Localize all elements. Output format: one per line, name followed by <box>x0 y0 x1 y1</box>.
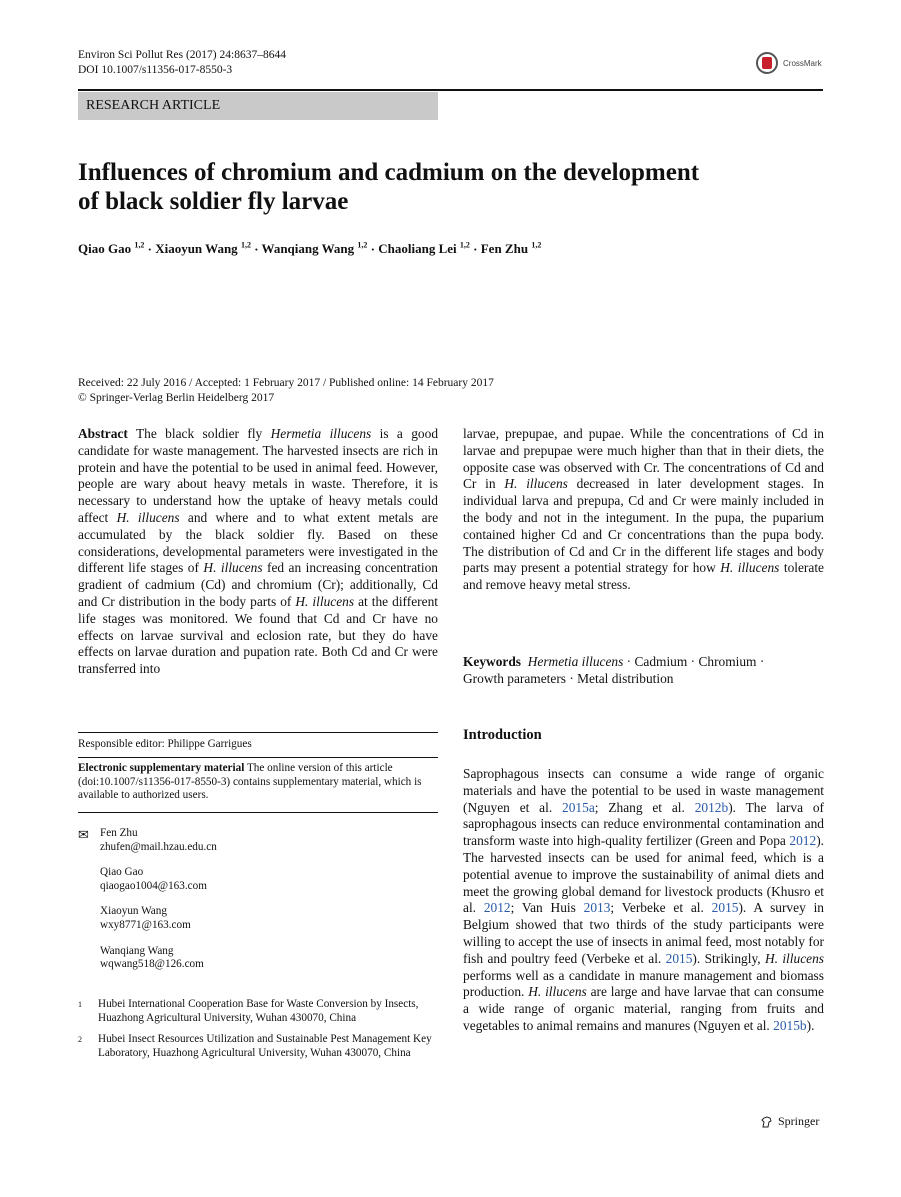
abstract-label: Abstract <box>78 426 128 441</box>
journal-citation: Environ Sci Pollut Res (2017) 24:8637–8644 <box>78 49 286 61</box>
crossmark-icon <box>756 52 778 74</box>
publisher-name: Springer <box>778 1114 820 1128</box>
publisher-logo <box>760 1114 819 1129</box>
contact-entry: Fen Zhu zhufen@mail.hzau.edu.cn <box>100 827 438 854</box>
affiliation-item: 1 Hubei International Cooperation Base for Waste Conversion by Insects, Huazhong Agricultural University, Wuhan 430070, China <box>78 998 419 1024</box>
envelope-icon: ✉ <box>78 827 89 842</box>
email-link[interactable]: wqwang518@126.com <box>100 958 204 971</box>
contact-entry: Xiaoyun Wang wxy8771@163.com <box>100 905 438 932</box>
contact-entry: Qiao Gao qiaogao1004@163.com <box>100 866 438 893</box>
contact-entry: Wanqiang Wang wqwang518@126.com <box>100 945 438 972</box>
author[interactable]: Wanqiang Wang $^{1,2}$ <box>261 241 368 257</box>
responsible-editor: Responsible editor: Philippe Garrigues <box>78 738 252 750</box>
abstract-text: Abstract The black soldier fly Hermetia illucens is a good candidate for waste management. The harvested insects are rich in protein and have the potential to be used in animal feed. However, people are wary about heavy metals in waste. Therefore, it is necessary to understand how the uptake of heavy metals could affect H. illucens and where and to what extent metals are accumulated by the black soldier fly. Based on these considerations, developmental parameters were investigated in the different life stages of H. illucens fed an increasing concentration gradient of cadmium (Cd) and chromium (Cr); additionally, Cd and Cr distribution in the body parts of H. illucens at the different life stages was monitored. We found that Cd and Cr have no effects on larvae survival and eclosion rate, but they do have effects on larvae duration and pupation rate. Both Cd and Cr were transferred into <box>78 426 439 677</box>
title-line-1: Influences of chromium and cadmium on the development <box>78 159 700 186</box>
crossmark-label: CrossMark <box>783 58 822 68</box>
crossmark-badge[interactable] <box>756 52 822 74</box>
header-divider <box>78 89 823 91</box>
history-line: Received: 22 July 2016 / Accepted: 1 February 2017 / Published online: 14 February 2017 <box>78 377 494 389</box>
keywords: Keywords Hermetia illucens · Cadmium · Chromium · Growth parameters · Metal distribution <box>463 654 765 686</box>
citation-link[interactable]: 2013 <box>583 900 611 916</box>
footnote-divider <box>78 732 438 733</box>
citation-link[interactable]: 2015a <box>562 799 595 815</box>
author-list: Qiao Gao $^{1,2}$ · Xiaoyun Wang $^{1,2}$ · Wanqiang Wang $^{1,2}$ · Chaoliang Lei $^{1,2}$ · Fen Zhu $^{1,2}$ <box>78 241 542 257</box>
author[interactable]: Xiaoyun Wang $^{1,2}$ <box>155 241 251 257</box>
footnote-divider <box>78 812 438 813</box>
author[interactable]: Fen Zhu $^{1,2}$ <box>480 241 542 257</box>
affiliations <box>78 998 438 1068</box>
keywords-label: Keywords <box>463 654 522 669</box>
article-title <box>78 158 778 216</box>
email-link[interactable]: wxy8771@163.com <box>100 918 191 931</box>
citation-link[interactable]: 2012 <box>483 900 511 916</box>
citation-link[interactable]: 2012b <box>694 799 729 815</box>
springer-horse-icon <box>760 1115 774 1129</box>
article-type-banner: RESEARCH ARTICLE <box>78 92 438 120</box>
author[interactable]: Chaoliang Lei $^{1,2}$ <box>378 241 470 257</box>
author[interactable]: Qiao Gao $^{1,2}$ <box>78 241 145 257</box>
doi[interactable]: DOI 10.1007/s11356-017-8550-3 <box>78 64 233 76</box>
citation-link[interactable]: 2012 <box>789 833 817 849</box>
email-link[interactable]: zhufen@mail.hzau.edu.cn <box>100 840 217 853</box>
abstract-right-column <box>463 426 824 594</box>
abstract-continued: larvae, prepupae, and pupae. While the concentrations of Cd in larvae and prepupae were much higher than that in their diets, the opposite case was observed with Cr. The concentrations of Cd and Cr in H. illucens decreased in later development stages. In individual larva and prepupa, Cd and Cr were mainly included in the body and not in the integument. In the pupa, the puparium contained higher Cd and Cr concentrations than the pupa body. The distribution of Cd and Cr in the different life stages and body parts may present a potential strategy for how H. illucens tolerate and remove heavy metal stress. <box>463 426 824 593</box>
introduction-heading: Introduction <box>463 727 542 743</box>
corresponding-contacts <box>78 827 438 984</box>
citation-link[interactable]: 2015 <box>711 900 739 916</box>
copyright-line: © Springer-Verlag Berlin Heidelberg 2017 <box>78 392 275 404</box>
introduction-text: Saprophagous insects can consume a wide range of organic materials and have the potential to be used in waste management (Nguyen et al. 2015a; Zhang et al. 2012b). The larva of saprophagous insects can reduce environmental contamination and transform waste into high-quality fertilizer (Green and Popa 2012). The harvested insects can be used for animal feed, which is a potential avenue to improve the sustainability of animal diets and meet the growing global demand for livestock products (Khusro et al. 2012; Van Huis 2013; Verbeke et al. 2015). A survey in Belgium showed that two thirds of the study participants were willing to accept the use of insects in animal feed, most notably for fish and poultry feed (Verbeke et al. 2015). Strikingly, H. illucens performs well as a candidate in manure management and biomass production. H. illucens are large and have larvae that can consume a wide range of organic material, ranging from fruits and vegetables to animal remains and manures (Nguyen et al. 2015b). <box>463 766 825 1033</box>
supplementary-note: Electronic supplementary material The online version of this article (doi:10.1007/s11356-017-8550-3) contains supplementary material, which is available to authorized users. <box>78 762 422 802</box>
affiliation-item: 2 Hubei Insect Resources Utilization and Sustainable Pest Management Key Laboratory, Huazhong Agricultural University, Wuhan 430070, China <box>78 1033 432 1059</box>
abstract-left-column <box>78 426 438 678</box>
citation-link[interactable]: 2015 <box>665 950 693 966</box>
journal-header <box>78 48 286 78</box>
citation-link[interactable]: 2015b <box>773 1017 807 1033</box>
publication-dates <box>78 376 494 406</box>
title-line-2: of black soldier fly larvae <box>78 188 349 215</box>
footnote-divider <box>78 757 438 758</box>
email-link[interactable]: qiaogao1004@163.com <box>100 879 207 892</box>
